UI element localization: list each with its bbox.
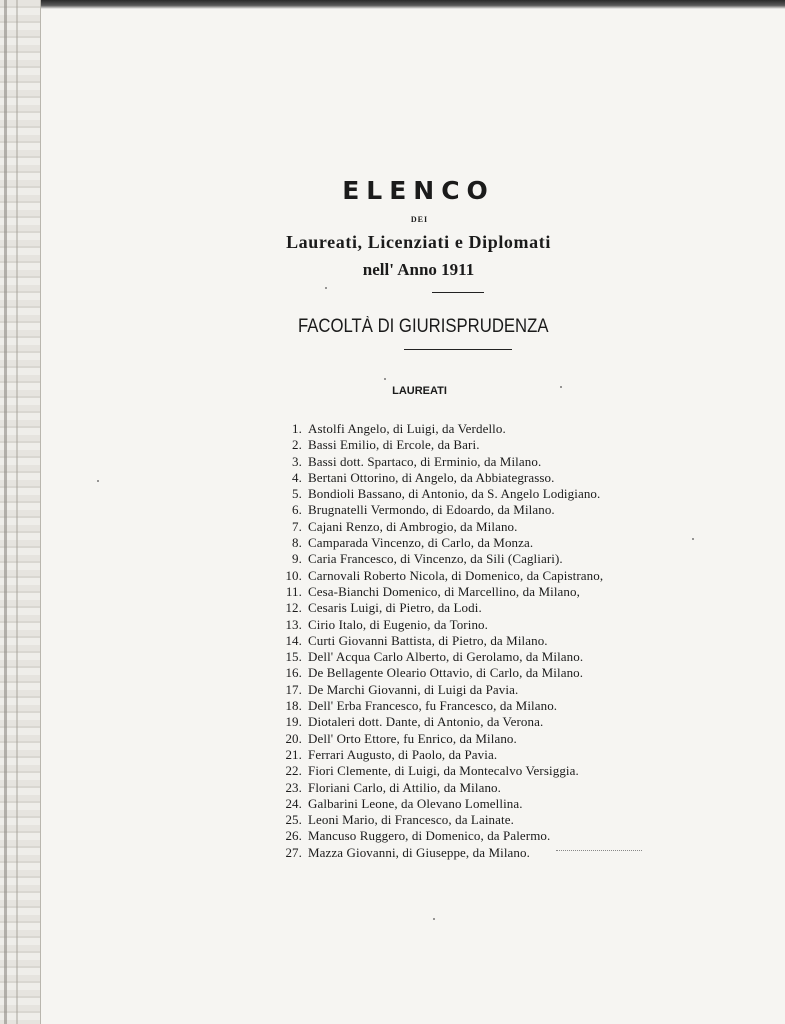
- list-item-number: 6.: [292, 502, 302, 518]
- list-item: [280, 502, 603, 518]
- list-item-number: 8.: [292, 535, 302, 551]
- list-item-text: Ferrari Augusto, di Paolo, da Pavia.: [308, 746, 498, 762]
- list-item-number: 25.: [285, 812, 302, 828]
- list-item-text: De Marchi Giovanni, di Luigi da Pavia.: [308, 681, 519, 697]
- list-item: [280, 698, 603, 714]
- list-item-number: 4.: [292, 469, 302, 485]
- list-item-number: 12.: [285, 600, 302, 616]
- list-item-text: Dell' Erba Francesco, fu Francesco, da Milano.: [308, 698, 558, 714]
- graduates-list: [280, 421, 603, 861]
- list-item: [280, 780, 603, 796]
- list-item-text: Bertani Ottorino, di Angelo, da Abbiategrasso.: [308, 469, 555, 485]
- list-item-number: 7.: [292, 518, 302, 534]
- scan-speck: [692, 538, 694, 540]
- list-item-number: 27.: [285, 844, 302, 860]
- list-item-text: Cajani Renzo, di Ambrogio, da Milano.: [308, 518, 518, 534]
- scan-speck: [560, 386, 562, 388]
- list-item-number: 17.: [285, 681, 302, 697]
- list-item-text: Bassi Emilio, di Ercole, da Bari.: [308, 437, 480, 453]
- divider-rule: [404, 349, 512, 350]
- list-item-text: Camparada Vincenzo, di Carlo, da Monza.: [308, 535, 534, 551]
- list-item-number: 15.: [285, 649, 302, 665]
- list-item-text: Curti Giovanni Battista, di Pietro, da Milano.: [308, 632, 548, 648]
- list-item-number: 3.: [292, 453, 302, 469]
- list-item: [280, 470, 603, 486]
- list-item-number: 20.: [285, 730, 302, 746]
- list-item: [280, 665, 603, 681]
- list-item-number: 24.: [285, 795, 302, 811]
- list-item: [280, 714, 603, 730]
- document-subtitle: Laureati, Licenziati e Diplomati: [286, 232, 551, 252]
- list-item: [280, 812, 603, 828]
- list-item-number: 10.: [285, 567, 302, 583]
- scan-speck: [384, 378, 386, 380]
- list-item: [280, 731, 603, 747]
- list-item-number: 11.: [285, 583, 302, 599]
- list-item: [280, 845, 603, 861]
- list-item-number: 16.: [285, 665, 302, 681]
- list-item-number: 23.: [285, 779, 302, 795]
- list-item-number: 26.: [285, 828, 302, 844]
- list-item: [280, 633, 603, 649]
- list-item: [280, 649, 603, 665]
- list-item-text: Carnovali Roberto Nicola, di Domenico, da Capistrano,: [308, 567, 604, 583]
- list-item: [280, 486, 603, 502]
- scan-speck: [433, 918, 435, 920]
- title-connector: DEI: [410, 215, 429, 224]
- list-item: [280, 682, 603, 698]
- list-item: [280, 535, 603, 551]
- scan-speck: [325, 287, 327, 289]
- list-item: [280, 551, 603, 567]
- list-item: [280, 747, 603, 763]
- scan-binding-line: [4, 0, 7, 1024]
- list-item-number: 9.: [292, 551, 302, 567]
- list-item: [280, 421, 603, 437]
- list-item-number: 18.: [285, 698, 302, 714]
- list-item-text: Cesaris Luigi, di Pietro, da Lodi.: [308, 600, 482, 616]
- list-item-text: Leoni Mario, di Francesco, da Lainate.: [308, 812, 514, 828]
- scan-binding-line: [16, 0, 18, 1024]
- list-item-text: Fiori Clemente, di Luigi, da Montecalvo Versiggia.: [308, 763, 579, 779]
- list-item-text: Mancuso Ruggero, di Domenico, da Palermo.: [308, 828, 551, 844]
- list-item: [280, 519, 603, 535]
- list-item: [280, 763, 603, 779]
- list-item-text: De Bellagente Oleario Ottavio, di Carlo, da Milano.: [308, 665, 584, 681]
- list-item-text: Astolfi Angelo, di Luigi, da Verdello.: [308, 421, 506, 436]
- list-item-number: 14.: [285, 632, 302, 648]
- list-item-number: 22.: [285, 763, 302, 779]
- scan-dotted-mark: [556, 850, 642, 851]
- document-title: ELENCO: [342, 176, 495, 205]
- list-item: [280, 437, 603, 453]
- faculty-heading: FACOLTÀ DI GIURISPRUDENZA: [297, 316, 549, 337]
- list-item-text: Bassi dott. Spartaco, di Erminio, da Milano.: [308, 453, 542, 469]
- list-item: [280, 454, 603, 470]
- list-item-text: Mazza Giovanni, di Giuseppe, da Milano.: [308, 844, 530, 860]
- list-item-text: Brugnatelli Vermondo, di Edoardo, da Milano.: [308, 502, 555, 518]
- list-item: [280, 584, 603, 600]
- list-item: [280, 600, 603, 616]
- list-item-text: Bondioli Bassano, di Antonio, da S. Angelo Lodigiano.: [308, 486, 601, 502]
- divider-rule: [432, 292, 484, 293]
- list-item-text: Caria Francesco, di Vincenzo, da Sili (Cagliari).: [308, 551, 563, 567]
- section-heading: LAUREATI: [392, 385, 447, 397]
- list-item: [280, 828, 603, 844]
- list-item-text: Floriani Carlo, di Attilio, da Milano.: [308, 779, 502, 795]
- list-item: [280, 617, 603, 633]
- list-item-number: 2.: [292, 437, 302, 453]
- list-item-number: 1.: [292, 421, 302, 436]
- list-item-number: 13.: [285, 616, 302, 632]
- list-item: [280, 568, 603, 584]
- list-item: [280, 796, 603, 812]
- list-item-text: Cesa-Bianchi Domenico, di Marcellino, da Milano,: [308, 583, 580, 599]
- list-item-number: 19.: [285, 714, 302, 730]
- list-item-text: Dell' Acqua Carlo Alberto, di Gerolamo, da Milano.: [308, 649, 584, 665]
- document-year-line: nell' Anno 1911: [362, 260, 475, 279]
- scan-top-edge: [0, 0, 785, 9]
- list-item-number: 5.: [292, 486, 302, 502]
- list-item-text: Diotaleri dott. Dante, di Antonio, da Verona.: [308, 714, 544, 730]
- list-item-text: Cirio Italo, di Eugenio, da Torino.: [308, 616, 488, 632]
- list-item-text: Galbarini Leone, da Olevano Lomellina.: [308, 795, 523, 811]
- list-item-number: 21.: [285, 746, 302, 762]
- scan-speck: [97, 480, 99, 482]
- list-item-text: Dell' Orto Ettore, fu Enrico, da Milano.: [308, 730, 517, 746]
